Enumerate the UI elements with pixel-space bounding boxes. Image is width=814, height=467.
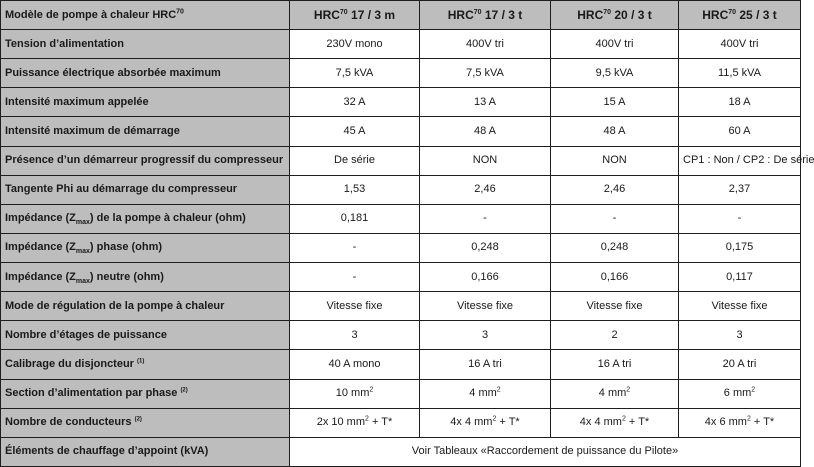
table-row (1, 379, 801, 408)
row-label: Tangente Phi au démarrage du compresseur (1, 175, 290, 204)
table-cell: 230V mono (290, 30, 420, 59)
footnote-marker: (1) (137, 358, 145, 365)
table-cell: 48 A (551, 117, 679, 146)
table-cell: 4 $mm^2$ (420, 379, 551, 408)
table-cell: 400V tri (420, 30, 551, 59)
table-cell: 18 A (679, 88, 801, 117)
header-row (1, 1, 801, 30)
table-cell: 40 A mono (290, 350, 420, 379)
row-label: Intensité maximum de démarrage (1, 117, 290, 146)
table-cell: 15 A (551, 88, 679, 117)
table-cell: 0,248 (551, 233, 679, 262)
table-cell: 45 A (290, 117, 420, 146)
table-cell: - (679, 204, 801, 233)
table-cell: 0,166 (551, 263, 679, 292)
table-cell: 0,181 (290, 204, 420, 233)
table-row (1, 350, 801, 379)
table-cell: 2 (551, 321, 679, 350)
table-row (1, 146, 801, 175)
table-cell: 3 (679, 321, 801, 350)
table-cell: - (420, 204, 551, 233)
table-cell: - (290, 263, 420, 292)
row-label: Impédance $(Z_{max})$ neutre (ohm) (1, 263, 290, 292)
table-cell: NON (551, 146, 679, 175)
table-cell: 4x 4 $mm^2 + T*$ (551, 408, 679, 437)
footnote-marker: (2) (134, 416, 142, 423)
table-cell: 400V tri (679, 30, 801, 59)
row-label: Calibrage du disjoncteur $^{(1)}$ (1, 350, 290, 379)
table-cell: CP1 : Non / CP2 : De série (679, 146, 801, 175)
table-cell: 400V tri (551, 30, 679, 59)
table-cell: 60 A (679, 117, 801, 146)
table-cell: De série (290, 146, 420, 175)
model-column-header: HRC$^{70}$ 17 / 3 m (290, 1, 420, 30)
table-cell: 20 A tri (679, 350, 801, 379)
row-label: Présence d’un démarreur progressif du compresseur (1, 146, 290, 175)
table-cell: 7,5 kVA (290, 59, 420, 88)
table-cell: 0,248 (420, 233, 551, 262)
table-cell: 13 A (420, 88, 551, 117)
footnote-marker: (2) (180, 387, 188, 394)
table-row (1, 59, 801, 88)
table-cell: 7,5 kVA (420, 59, 551, 88)
table-cell: Vitesse fixe (679, 292, 801, 321)
row-label: Tension d’alimentation (1, 30, 290, 59)
model-column-header: HRC$^{70}$ 17 / 3 t (420, 1, 551, 30)
row-label: Nombre de conducteurs $^{(2)}$ (1, 408, 290, 437)
table-cell: 2,46 (420, 175, 551, 204)
table-cell: - (290, 233, 420, 262)
table-cell: 3 (290, 321, 420, 350)
row-label: Section d’alimentation par phase $^{(2)}$ (1, 379, 290, 408)
table-cell: Vitesse fixe (420, 292, 551, 321)
table-cell: NON (420, 146, 551, 175)
table-cell: 16 A tri (420, 350, 551, 379)
table-row (1, 30, 801, 59)
table-cell: 0,117 (679, 263, 801, 292)
row-label: Puissance électrique absorbée maximum (1, 59, 290, 88)
merged-cell: Voir Tableaux «Raccordement de puissance du Pilote» (290, 437, 801, 466)
table-row (1, 88, 801, 117)
table-row (1, 204, 801, 233)
model-header: Modèle de pompe à chaleur HRC$^{70}$ (1, 1, 290, 30)
table-cell: 0,166 (420, 263, 551, 292)
table-cell: 11,5 kVA (679, 59, 801, 88)
table-row (1, 233, 801, 262)
table-row (1, 117, 801, 146)
table-cell: Vitesse fixe (290, 292, 420, 321)
table-cell: 16 A tri (551, 350, 679, 379)
table-row (1, 175, 801, 204)
table-row (1, 321, 801, 350)
table-cell: 4x 4 $mm^2 + T*$ (420, 408, 551, 437)
table-cell: 4x 6 $mm^2 + T*$ (679, 408, 801, 437)
model-column-header: HRC$^{70}$ 25 / 3 t (679, 1, 801, 30)
table-cell: 9,5 kVA (551, 59, 679, 88)
table-row (1, 263, 801, 292)
table-cell: 0,175 (679, 233, 801, 262)
table-row (1, 292, 801, 321)
table-cell: 1,53 (290, 175, 420, 204)
row-label: Impédance $(Z_{max})$ phase (ohm) (1, 233, 290, 262)
table-cell: 2,37 (679, 175, 801, 204)
table-cell: 3 (420, 321, 551, 350)
table-cell: 2,46 (551, 175, 679, 204)
table-cell: 6 $mm^2$ (679, 379, 801, 408)
row-label: Mode de régulation de la pompe à chaleur (1, 292, 290, 321)
model-column-header: HRC$^{70}$ 20 / 3 t (551, 1, 679, 30)
row-label: Nombre d’étages de puissance (1, 321, 290, 350)
table-row (1, 437, 801, 466)
table-cell: Vitesse fixe (551, 292, 679, 321)
table-cell: 48 A (420, 117, 551, 146)
row-label: Éléments de chauffage d’appoint (kVA) (1, 437, 290, 466)
row-label: Intensité maximum appelée (1, 88, 290, 117)
table-cell: 10 $mm^2$ (290, 379, 420, 408)
table-cell: 32 A (290, 88, 420, 117)
table-cell: - (551, 204, 679, 233)
table-row (1, 408, 801, 437)
table-cell: 4 $mm^2$ (551, 379, 679, 408)
table-cell: 2x 10 $mm^2 + T*$ (290, 408, 420, 437)
row-label: Impédance $(Z_{max})$ de la pompe à chaleur (ohm) (1, 204, 290, 233)
